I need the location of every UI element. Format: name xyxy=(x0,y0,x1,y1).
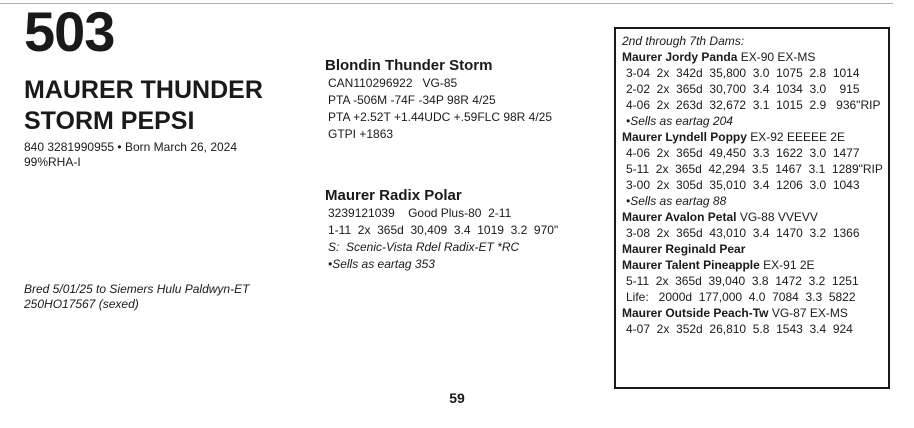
dam-record: 3-00 2x 305d 35,010 3.4 1206 3.0 1043 xyxy=(626,178,860,192)
breeding-info xyxy=(24,282,249,312)
dam-record: 4-06 2x 263d 32,672 3.1 1015 2.9 936"RIP xyxy=(626,98,881,112)
dam-record: 5-11 2x 365d 42,294 3.5 1467 3.1 1289"RIP xyxy=(626,162,883,176)
sire-block xyxy=(324,56,552,143)
dam-line: 3239121039 Good Plus-80 2-11 xyxy=(328,206,512,220)
dam-heading-score: VG-88 VVEVV xyxy=(736,210,818,224)
animal-name xyxy=(24,75,314,137)
animal-name-line-1: MAURER THUNDER xyxy=(24,76,263,104)
dam-eartag-note: •Sells as eartag 204 xyxy=(626,114,733,128)
rha-percentage: 99%RHA-I xyxy=(24,155,81,169)
dam-line: 1-11 2x 365d 30,409 3.4 1019 3.2 970" xyxy=(328,223,559,237)
dam-heading-name: Maurer Talent Pineapple xyxy=(622,258,760,272)
bred-line-1: Bred 5/01/25 to Siemers Hulu Paldwyn-ET xyxy=(24,282,250,296)
dam-lifetime-record: Life: 2000d 177,000 4.0 7084 3.3 5822 xyxy=(626,290,856,304)
dam-record: 5-11 2x 365d 39,040 3.8 1472 3.2 1251 xyxy=(626,274,859,288)
sire-line: PTA +2.52T +1.44UDC +.59FLC 98R 4/25 xyxy=(328,110,553,124)
dam-heading-score: VG-87 EX-MS xyxy=(768,306,848,320)
dam-record: 4-07 2x 352d 26,810 5.8 1543 3.4 924 xyxy=(626,322,853,336)
dam-name: Maurer Radix Polar xyxy=(325,187,462,204)
page-number: 59 xyxy=(449,390,465,406)
dam-eartag-note: •Sells as eartag 88 xyxy=(626,194,727,208)
animal-name-line-2: STORM PEPSI xyxy=(24,107,195,135)
dam-heading-score: EX-91 2E xyxy=(759,258,815,272)
dam-heading xyxy=(622,257,888,273)
sire-line: PTA -506M -74F -34P 98R 4/25 xyxy=(328,93,496,107)
dam-heading-name: Maurer Outside Peach-Tw xyxy=(622,306,769,320)
dam-sire-line: S: Scenic-Vista Rdel Radix-ET *RC xyxy=(328,240,520,254)
dam-record: 4-06 2x 365d 49,450 3.3 1622 3.0 1477 xyxy=(626,146,860,160)
bred-line-2: 250HO17567 (sexed) xyxy=(24,297,139,311)
dam-heading xyxy=(622,241,888,257)
dams-box xyxy=(614,27,890,389)
dam-heading-score: EX-92 EEEEE 2E xyxy=(746,130,845,144)
dams-box-title: 2nd through 7th Dams: xyxy=(622,34,745,48)
registration-and-birthdate: 840 3281990955 • Born March 26, 2024 xyxy=(24,140,238,154)
dam-heading-name: Maurer Lyndell Poppy xyxy=(622,130,747,144)
dam-block xyxy=(324,186,558,273)
dam-heading xyxy=(622,305,888,321)
dam-heading xyxy=(622,209,888,225)
sire-name: Blondin Thunder Storm xyxy=(325,57,493,74)
identification xyxy=(24,140,237,170)
lot-number: 503 xyxy=(24,0,115,63)
sire-line: CAN110296922 VG-85 xyxy=(328,76,458,90)
dam-record: 3-04 2x 342d 35,800 3.0 1075 2.8 1014 xyxy=(626,66,860,80)
dam-record: 3-08 2x 365d 43,010 3.4 1470 3.2 1366 xyxy=(626,226,860,240)
dam-eartag-note: •Sells as eartag 353 xyxy=(328,257,435,271)
dam-record: 2-02 2x 365d 30,700 3.4 1034 3.0 915 xyxy=(626,82,860,96)
top-rule xyxy=(0,3,893,4)
sire-line: GTPI +1863 xyxy=(328,127,394,141)
dam-heading-name: Maurer Jordy Panda xyxy=(622,50,738,64)
dam-heading-name: Maurer Avalon Petal xyxy=(622,210,737,224)
dam-heading xyxy=(622,49,888,65)
dam-heading-name: Maurer Reginald Pear xyxy=(622,242,746,256)
dam-heading-score: EX-90 EX-MS xyxy=(737,50,816,64)
dam-heading xyxy=(622,129,888,145)
